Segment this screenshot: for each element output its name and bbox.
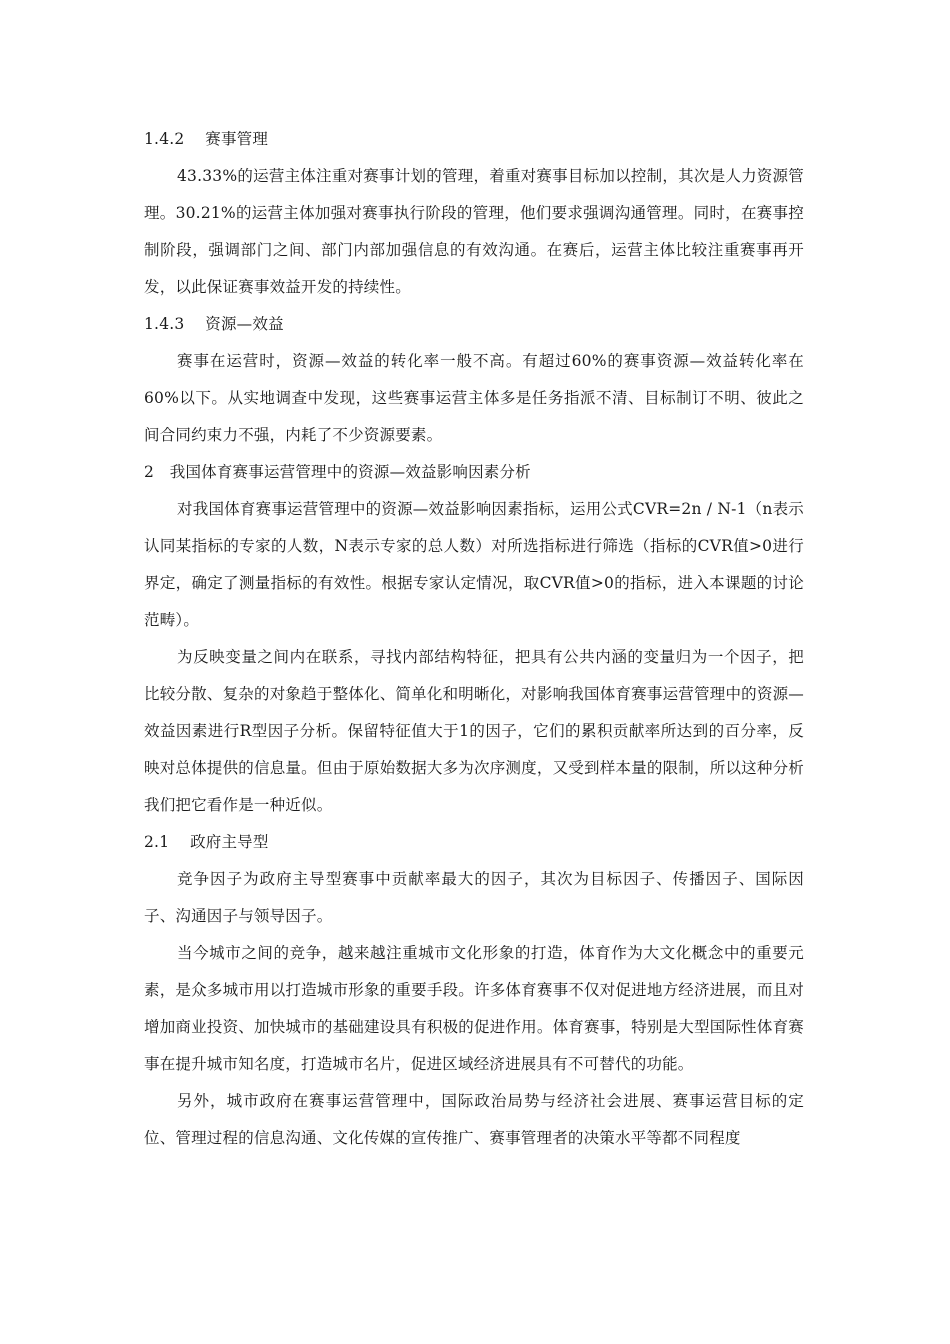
paragraph-cvr-method: 对我国体育赛事运营管理中的资源—效益影响因素指标，运用公式CVR=2n / N-1（n表示认同某指标的专家的人数，N表示专家的总人数）对所选指标进行筛选（指标的CVR值>0进行界定，确定了测量指标的有效性。根据专家认定情况，取CVR值>0的指标，进入本课题的讨论范畴）。 [144,500,804,629]
section-heading-1-4-3: 1.4.3 资源—效益 [144,315,284,333]
section-heading-2-1: 2.1 政府主导型 [144,833,269,851]
section-heading-1-4-2: 1.4.2 赛事管理 [144,130,269,148]
paragraph-city-competition: 当今城市之间的竞争，越来越注重城市文化形象的打造，体育作为大文化概念中的重要元素，是众多城市用以打造城市形象的重要手段。许多体育赛事不仅对促进地方经济进展，而且对增加商业投资、加快城市的基础建设具有积极的促进作用。体育赛事，特别是大型国际性体育赛事在提升城市知名度，打造城市名片，促进区域经济进展具有不可替代的功能。 [144,944,804,1073]
document-body [144,121,804,1157]
paragraph-event-management: 43.33%的运营主体注重对赛事计划的管理，着重对赛事目标加以控制，其次是人力资源管理。30.21%的运营主体加强对赛事执行阶段的管理，他们要求强调沟通管理。同时，在赛事控制阶段，强调部门之间、部门内部加强信息的有效沟通。在赛后，运营主体比较注重赛事再开发，以此保证赛事效益开发的持续性。 [144,167,804,296]
section-heading-2: 2 我国体育赛事运营管理中的资源—效益影响因素分析 [144,463,531,481]
paragraph-resource-benefit: 赛事在运营时，资源—效益的转化率一般不高。有超过60%的赛事资源—效益转化率在60%以下。从实地调查中发现，这些赛事运营主体多是任务指派不清、目标制订不明、彼此之间合同约束力不强，内耗了不少资源要素。 [144,352,804,444]
paragraph-government-role: 另外，城市政府在赛事运营管理中，国际政治局势与经济社会进展、赛事运营目标的定位、管理过程的信息沟通、文化传媒的宣传推广、赛事管理者的决策水平等都不同程度 [144,1092,804,1147]
paragraph-competition-factor: 竞争因子为政府主导型赛事中贡献率最大的因子，其次为目标因子、传播因子、国际因子、沟通因子与领导因子。 [144,870,804,925]
paragraph-factor-analysis: 为反映变量之间内在联系，寻找内部结构特征，把具有公共内涵的变量归为一个因子，把比较分散、复杂的对象趋于整体化、简单化和明晰化，对影响我国体育赛事运营管理中的资源—效益因素进行R型因子分析。保留特征值大于1的因子，它们的累积贡献率所达到的百分率，反映对总体提供的信息量。但由于原始数据大多为次序测度，又受到样本量的限制，所以这种分析我们把它看作是一种近似。 [144,648,804,814]
